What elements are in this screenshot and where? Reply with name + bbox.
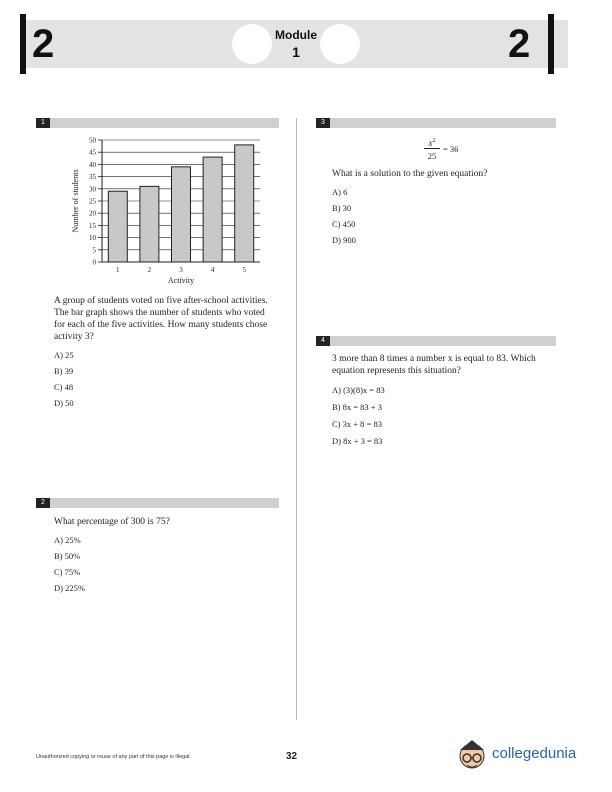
choice-2d[interactable]: D) 225% <box>54 583 85 593</box>
question-number-2: 2 <box>36 498 50 508</box>
choice-4b[interactable]: B) 8x = 83 + 3 <box>332 402 382 412</box>
y-tick-label: 10 <box>89 234 96 243</box>
header-right-bar <box>548 14 554 74</box>
choices-4 <box>332 385 385 447</box>
y-tick-label: 50 <box>89 136 96 145</box>
x-tick-label: 1 <box>116 266 120 274</box>
question-number-1: 1 <box>36 118 50 128</box>
choices-1 <box>54 350 74 409</box>
y-tick-label: 45 <box>89 148 96 157</box>
equation-variable: x <box>428 138 433 148</box>
bar <box>235 145 254 262</box>
equation-3 <box>424 136 504 166</box>
bar <box>140 186 159 262</box>
choice-1a[interactable]: A) 25 <box>54 350 74 360</box>
choice-3c[interactable]: C) 450 <box>332 219 356 229</box>
question-text-4: 3 more than 8 times a number x is equal to 83. Which equation represents this situation? <box>332 354 536 376</box>
column-divider <box>296 118 297 720</box>
question-text-2: What percentage of 300 is 75? <box>54 517 170 527</box>
x-axis-label: Activity <box>167 276 195 285</box>
y-tick-label: 25 <box>89 197 96 206</box>
bar-chart <box>56 132 286 292</box>
bar <box>172 167 191 262</box>
section-number-left: 2 <box>32 22 55 66</box>
page-number: 32 <box>286 751 298 762</box>
y-tick-label: 20 <box>89 209 96 218</box>
y-tick-label: 40 <box>89 160 96 169</box>
header-circle-right <box>320 24 360 64</box>
fraction-bar <box>424 148 440 149</box>
header-left-bar <box>20 14 26 74</box>
y-tick-label: 30 <box>89 185 96 194</box>
choice-2c[interactable]: C) 75% <box>54 567 81 577</box>
y-tick-label: 5 <box>92 246 96 255</box>
choice-1c[interactable]: C) 48 <box>54 382 74 392</box>
question-bar-3 <box>316 118 556 128</box>
choices-2 <box>54 535 85 594</box>
choice-1b[interactable]: B) 39 <box>54 366 74 376</box>
y-tick-label: 15 <box>89 221 96 230</box>
choice-2a[interactable]: A) 25% <box>54 535 81 545</box>
equation-denominator: 25 <box>427 151 437 161</box>
choices-3 <box>332 187 356 246</box>
bar <box>203 157 222 262</box>
question-text-1: A group of students voted on five after-school activities. The bar graph shows the number of students who voted for each of the five activities. How many students chose activity 3? <box>54 296 268 342</box>
choice-3d[interactable]: D) 900 <box>332 235 356 245</box>
y-tick-label: 35 <box>89 173 96 182</box>
choice-4c[interactable]: C) 3x + 8 = 83 <box>332 419 382 429</box>
choice-3a[interactable]: A) 6 <box>332 187 348 197</box>
choice-4a[interactable]: A) (3)(8)x = 83 <box>332 385 385 395</box>
x-tick-label: 3 <box>179 266 183 274</box>
equation-numerator <box>424 136 440 148</box>
choice-2b[interactable]: B) 50% <box>54 551 81 561</box>
question-bar-2 <box>36 498 279 508</box>
bar <box>108 191 127 262</box>
x-tick-label: 5 <box>242 266 246 274</box>
y-axis-label: Number of students <box>71 169 80 233</box>
x-tick-label: 2 <box>147 266 152 274</box>
question-text-3: What is a solution to the given equation? <box>332 169 488 179</box>
question-bar-1 <box>36 118 279 128</box>
equation-exponent: 2 <box>432 138 436 144</box>
question-number-4: 4 <box>316 336 330 346</box>
equation-rhs: = 36 <box>443 144 459 154</box>
section-number-right: 2 <box>508 22 531 66</box>
x-tick-label: 4 <box>210 266 215 274</box>
brand-logo[interactable]: collegedunia <box>492 745 577 762</box>
choice-4d[interactable]: D) 8x + 3 = 83 <box>332 436 383 446</box>
mascot-logo-icon <box>454 734 490 774</box>
choice-1d[interactable]: D) 50 <box>54 398 74 408</box>
module-label: Module <box>275 28 317 42</box>
question-bar-4 <box>316 336 556 346</box>
module-number: 1 <box>292 44 300 60</box>
choice-3b[interactable]: B) 30 <box>332 203 352 213</box>
question-number-3: 3 <box>316 118 330 128</box>
copyright-notice: Unauthorized copying or reuse of any part of this page is illegal. <box>36 754 192 760</box>
y-tick-label: 0 <box>92 258 96 267</box>
